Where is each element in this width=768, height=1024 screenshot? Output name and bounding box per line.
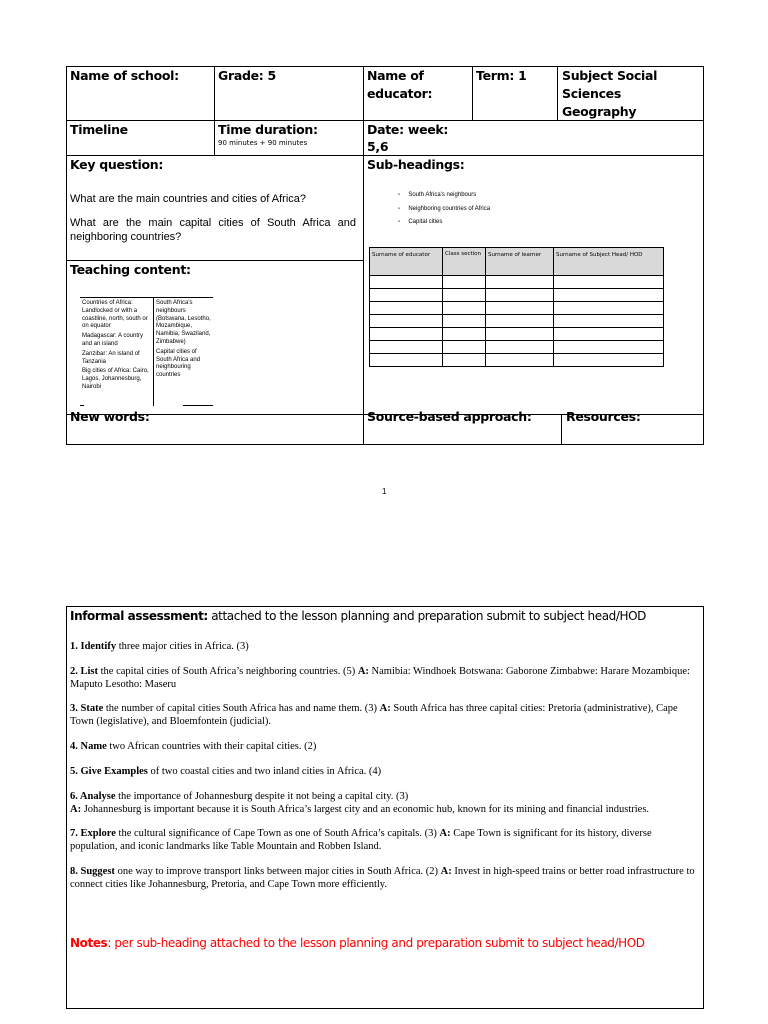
source-based-label: Source-based approach: xyxy=(367,409,532,424)
key-question-label: Key question: xyxy=(70,157,164,172)
col-header: Surname of educator xyxy=(370,248,443,276)
assessment-item: 3. State the number of capital cities South Africa has and name them. (3) A: South Africa has three capital cities: Pretoria (administrative), Cape Town (legislative), and Bloemfontein (judicial). xyxy=(70,703,678,727)
cell[interactable] xyxy=(486,328,554,341)
table-row xyxy=(370,315,664,328)
assessment-item: 5. Give Examples of two coastal cities and two inland cities in Africa. (4) xyxy=(70,766,382,777)
key-question-2: What are the main capital cities of South Africa and neighboring countries? xyxy=(70,217,356,243)
sub-heading-item: - Neighboring countries of Africa xyxy=(398,205,491,212)
educator-label: Name of educator: xyxy=(367,68,433,101)
assessment-item: 4. Name two African countries with their capital cities. (2) xyxy=(70,741,317,752)
cell[interactable] xyxy=(486,289,554,302)
sub-heading-item: - South Africa's neighbours xyxy=(398,192,477,198)
time-duration-label: Time duration: xyxy=(218,122,318,137)
cell[interactable] xyxy=(554,289,664,302)
assessment-item: 2. List the capital cities of South Africa’s neighboring countries. (5) A: Namibia: Windhoek Botswana: Gaborone Zimbabwe: Harare Mozambique: Maputo Lesotho: Maseru xyxy=(70,666,690,690)
cell[interactable] xyxy=(370,276,443,289)
timeline-label: Timeline xyxy=(70,122,128,137)
teaching-content-right: South Africa's neighbours (Botswana, Lesotho, Mozambique, Namibia, Swaziland, Zimbabwe) Capital cities of South Africa and neighbouring countries xyxy=(156,300,211,379)
cell[interactable] xyxy=(443,341,486,354)
col-header: Surname of Subject Head/ HOD xyxy=(554,248,664,276)
teaching-content-left: Countries of Africa: Landlocked or with a coastline, north, south or on equator Madagascar: A country and an island Zanzibar: An island of Tanzania Big cities of Africa: Cairo, Lagos, Johannesburg, Nairobi xyxy=(82,300,149,390)
grade-label: Grade: 5 xyxy=(218,68,276,83)
key-question-1: What are the main countries and cities of Africa? xyxy=(70,193,307,205)
date-value: 5,6 xyxy=(367,139,389,154)
page-number: 1 xyxy=(382,487,387,496)
cell[interactable] xyxy=(370,354,443,367)
cell[interactable] xyxy=(554,315,664,328)
cell[interactable] xyxy=(554,276,664,289)
assessment-item: 1. Identify three major cities in Africa. (3) xyxy=(70,641,249,652)
notes: Notes: per sub-heading attached to the lesson planning and preparation submit to subject head/HOD xyxy=(70,936,645,950)
term-label: Term: 1 xyxy=(476,68,527,83)
table-row xyxy=(370,341,664,354)
table-row xyxy=(370,276,664,289)
cell[interactable] xyxy=(486,354,554,367)
cell[interactable] xyxy=(443,315,486,328)
assessment-title: Informal assessment: attached to the lesson planning and preparation submit to subject head/HOD xyxy=(70,609,647,623)
cell[interactable] xyxy=(554,328,664,341)
subject-label: Subject Social Sciences Geography xyxy=(562,68,658,119)
cell[interactable] xyxy=(554,341,664,354)
school-label: Name of school: xyxy=(70,68,179,83)
cell[interactable] xyxy=(370,302,443,315)
assessment-item: 6. Analyse the importance of Johannesburg despite it not being a capital city. (3) A: Johannesburg is important because it is South Africa’s largest city and an economic hub, known for its mining and financial industries. xyxy=(70,791,650,815)
table-row xyxy=(370,328,664,341)
cell[interactable] xyxy=(370,341,443,354)
cell[interactable] xyxy=(370,315,443,328)
cell[interactable] xyxy=(486,315,554,328)
cell[interactable] xyxy=(443,328,486,341)
teaching-content-label: Teaching content: xyxy=(70,262,191,277)
new-words-label: New words: xyxy=(70,409,150,424)
table-row xyxy=(370,354,664,367)
sub-headings-list xyxy=(398,189,490,230)
time-duration-value: 90 minutes + 90 minutes xyxy=(218,139,308,147)
cell[interactable] xyxy=(486,341,554,354)
date-label: Date: week: xyxy=(367,122,449,137)
sub-heading-item: - Capital cities xyxy=(398,219,443,225)
cell[interactable] xyxy=(443,289,486,302)
assessment-items xyxy=(70,640,695,903)
table-row xyxy=(370,289,664,302)
cell[interactable] xyxy=(370,289,443,302)
cell[interactable] xyxy=(486,276,554,289)
cell[interactable] xyxy=(443,276,486,289)
resources-label: Resources: xyxy=(566,409,641,424)
assessment-item: 8. Suggest one way to improve transport links between major cities in South Africa. (2) A: Invest in high-speed trains or better road infrastructure to connect cities like Johannesburg, Pretoria, and Cape Town more efficiently. xyxy=(70,866,695,890)
sub-headings-label: Sub-headings: xyxy=(367,157,465,172)
assessment-item: 7. Explore the cultural significance of Cape Town as one of South Africa’s capitals. (3) A: Cape Town is significant for its history, diverse population, and iconic landmarks like Table Mountain and Robben Island. xyxy=(70,828,652,852)
cell[interactable] xyxy=(370,328,443,341)
cell[interactable] xyxy=(554,302,664,315)
col-header: Surname of learner xyxy=(486,248,554,276)
col-header: Class section xyxy=(443,248,486,276)
signoff-table xyxy=(369,247,664,367)
cell[interactable] xyxy=(486,302,554,315)
cell[interactable] xyxy=(443,354,486,367)
cell[interactable] xyxy=(554,354,664,367)
table-row xyxy=(370,302,664,315)
cell[interactable] xyxy=(443,302,486,315)
